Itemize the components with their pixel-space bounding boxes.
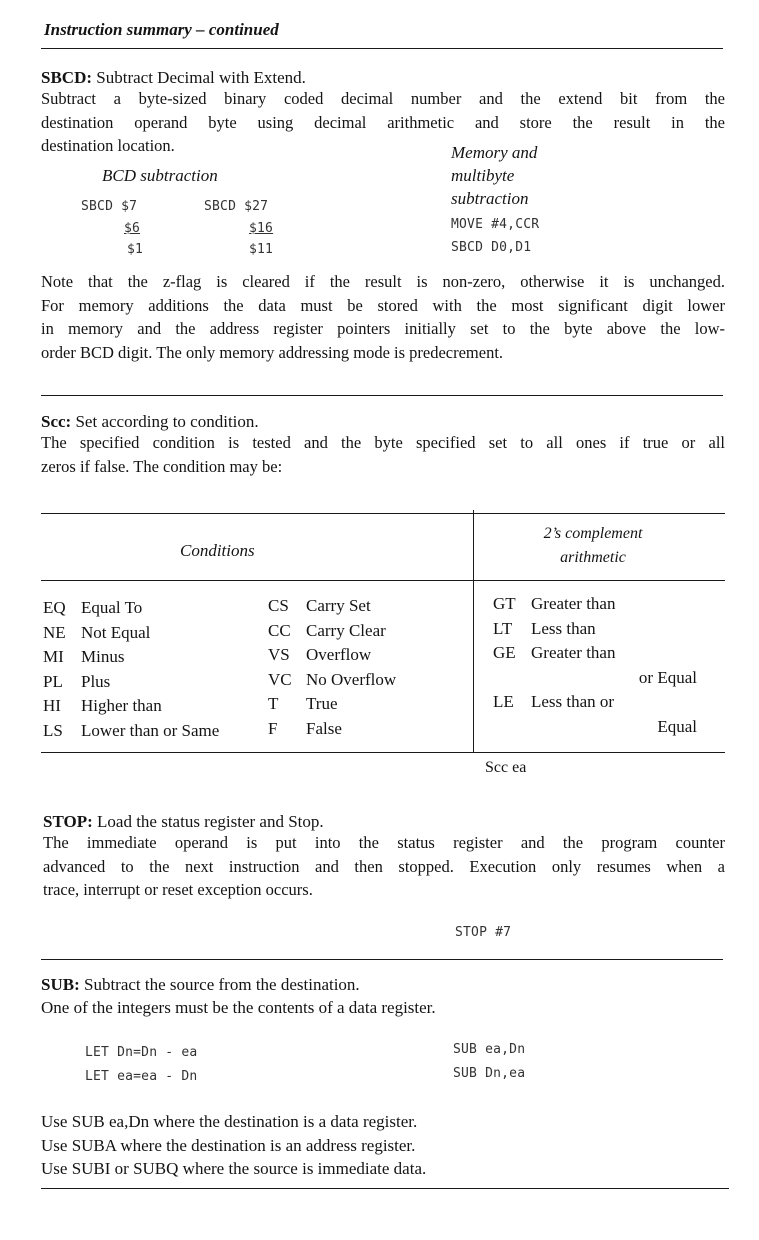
sbcd-example-2-operand: $16 (249, 221, 274, 236)
sub-usage (41, 1110, 426, 1181)
condition-label: Less than (531, 618, 596, 638)
sbcd-example-2-result: $11 (249, 242, 274, 257)
scc-mnemonic: Scc: (41, 412, 72, 431)
memory-code-line: SBCD D0,D1 (451, 240, 532, 255)
condition-label: Not Equal (81, 622, 151, 642)
sub-name: Subtract the source from the destination. (83, 975, 360, 994)
stop-desc-line: trace, interrupt or reset exception occurs. (43, 880, 313, 899)
sbcd-example-1-result: $1 (127, 242, 144, 257)
condition-label: Carry Clear (306, 620, 386, 640)
condition-item (268, 692, 396, 717)
table-header-rule (41, 580, 725, 581)
sub-let-line: LET Dn=Dn - ea (85, 1045, 198, 1060)
sbcd-note-line: order BCD digit. The only memory addressing mode is predecrement. (41, 342, 504, 362)
condition-label: Equal To (81, 598, 143, 617)
stop-desc-line: advanced to the next instruction and then stopped. Execution only resumes when a (43, 856, 725, 876)
sub-code-line: SUB ea,Dn (453, 1042, 526, 1057)
sub-usage-line: Use SUBI or SUBQ where the source is immediate data. (41, 1159, 427, 1178)
condition-code: VS (268, 645, 290, 664)
header-rule (41, 48, 723, 49)
page-header-title: Instruction summary – continued (44, 20, 279, 39)
scc-syntax: Scc ea (485, 759, 527, 776)
sbcd-note (41, 270, 725, 364)
condition-code: PL (43, 671, 63, 691)
table-bottom-rule (41, 752, 725, 753)
condition-code: GT (493, 594, 516, 613)
memory-heading-line: Memory and (451, 143, 538, 162)
stop-name: Load the status register and Stop. (97, 812, 324, 831)
condition-label: Plus (81, 671, 111, 691)
sbcd-desc-line: destination location. (41, 136, 175, 155)
condition-code: LS (43, 720, 63, 740)
condition-label: Overflow (306, 645, 372, 664)
condition-label: Carry Set (306, 596, 371, 615)
condition-label: Greater than (531, 643, 616, 662)
condition-code: LE (493, 692, 514, 711)
condition-item (43, 596, 219, 621)
condition-label: True (306, 694, 338, 713)
sbcd-note-line: Note that the z-flag is cleared if the result is non-zero, otherwise it is unchanged. (41, 272, 725, 291)
sub-heading (41, 973, 360, 996)
stop-heading (43, 810, 324, 833)
condition-code: CS (268, 596, 289, 615)
stop-desc-line: The immediate operand is put into the status register and the program counter (43, 833, 725, 852)
sub-code-line: SUB Dn,ea (453, 1066, 526, 1081)
condition-code: VC (268, 669, 292, 689)
bcd-subtraction-heading: BCD subtraction (102, 166, 218, 185)
sbcd-example-1-instr: SBCD $7 (81, 199, 138, 214)
condition-label: Higher than (81, 696, 162, 715)
twos-complement-line: arithmetic (560, 549, 626, 566)
sub-mnemonic: SUB: (41, 975, 80, 994)
condition-item-continuation: or Equal (638, 667, 697, 687)
scc-heading (41, 410, 259, 433)
conditions-middle-column (268, 594, 396, 741)
condition-label: Lower than or Same (81, 720, 220, 740)
sbcd-desc-line: Subtract a byte-sized binary coded decimal number and the extend bit from the (41, 89, 725, 108)
conditions-left-column (43, 596, 219, 743)
condition-item-continuation: Equal (657, 716, 697, 736)
condition-code: LT (493, 618, 513, 638)
condition-item (43, 670, 219, 695)
condition-label: Minus (81, 647, 125, 666)
condition-label: Less than or (531, 692, 615, 711)
twos-complement-line: 2’s complement (543, 525, 643, 542)
table-top-rule (41, 513, 725, 514)
condition-item (43, 694, 219, 719)
conditions-heading: Conditions (180, 541, 255, 560)
scc-description (41, 431, 725, 478)
condition-code: MI (43, 647, 64, 666)
sub-let-line: LET ea=ea - Dn (85, 1069, 198, 1084)
condition-code: CC (268, 620, 291, 640)
sub-usage-line: Use SUBA where the destination is an address register. (41, 1135, 416, 1155)
condition-code: NE (43, 622, 66, 642)
sbcd-name: Subtract Decimal with Extend. (96, 68, 306, 87)
condition-item (268, 717, 396, 742)
condition-label: False (306, 718, 342, 738)
condition-item (268, 668, 396, 693)
section-rule (41, 395, 723, 396)
memory-multibyte-heading (451, 141, 537, 210)
stop-description (43, 831, 725, 902)
condition-item (493, 641, 697, 666)
table-column-divider (473, 510, 474, 752)
condition-item (493, 617, 697, 642)
condition-item (493, 690, 697, 715)
condition-item (268, 643, 396, 668)
condition-code: GE (493, 643, 516, 662)
sbcd-note-line: in memory and the address register pointers initially set to the byte above the low- (41, 319, 725, 338)
scc-desc-line: The specified condition is tested and the byte specified set to all ones if true or all (41, 433, 725, 452)
condition-code: HI (43, 696, 61, 715)
condition-item (268, 619, 396, 644)
condition-label: Greater than (531, 594, 616, 613)
scc-desc-line: zeros if false. The condition may be: (41, 456, 283, 476)
stop-code: STOP #7 (455, 925, 512, 940)
condition-code: EQ (43, 598, 66, 617)
condition-code: F (268, 718, 278, 738)
condition-item (493, 592, 697, 617)
conditions-right-column (493, 592, 697, 739)
footer-rule (41, 1188, 729, 1189)
sbcd-note-line: For memory additions the data must be stored with the most significant digit lower (41, 295, 725, 315)
condition-item (43, 719, 219, 744)
condition-item (43, 621, 219, 646)
condition-item (43, 645, 219, 670)
memory-code-line: MOVE #4,CCR (451, 217, 540, 232)
section-rule (41, 959, 723, 960)
stop-mnemonic: STOP: (43, 812, 93, 831)
sub-description: One of the integers must be the contents of a data register. (41, 998, 436, 1017)
sbcd-description (41, 87, 725, 158)
sbcd-desc-line: destination operand byte using decimal arithmetic and store the result in the (41, 112, 725, 132)
sub-usage-line: Use SUB ea,Dn where the destination is a data register. (41, 1112, 418, 1131)
condition-item (268, 594, 396, 619)
condition-code: T (268, 694, 279, 713)
sbcd-heading (41, 66, 306, 89)
twos-complement-heading (478, 522, 708, 570)
sbcd-example-2-instr: SBCD $27 (204, 199, 269, 214)
condition-label: No Overflow (306, 669, 397, 689)
scc-name: Set according to condition. (75, 412, 259, 431)
memory-heading-line: multibyte (451, 166, 515, 185)
sbcd-example-1-operand: $6 (124, 221, 141, 236)
memory-heading-line: subtraction (451, 189, 529, 208)
sbcd-mnemonic: SBCD: (41, 68, 93, 87)
